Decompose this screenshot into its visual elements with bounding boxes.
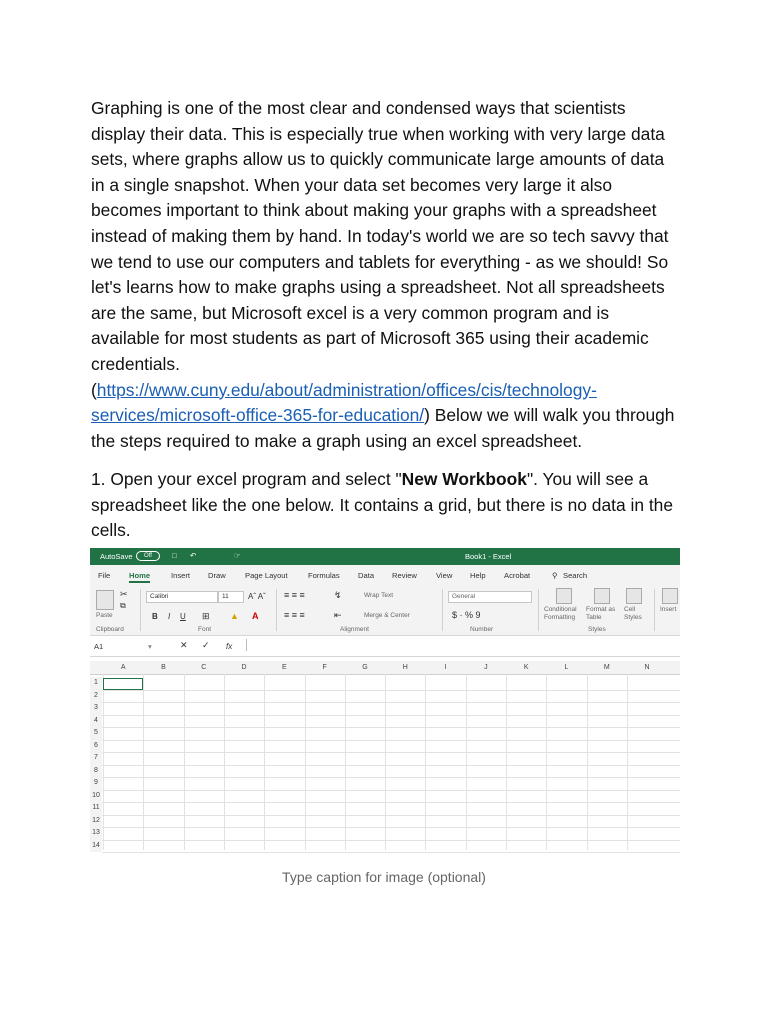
row-gridline — [102, 852, 680, 853]
group-number: Number — [470, 626, 494, 633]
insert-label[interactable]: Insert — [660, 606, 677, 613]
autosave-toggle[interactable]: Off — [136, 551, 160, 561]
group-clipboard: Clipboard — [96, 626, 124, 633]
row-header-5[interactable]: 5 — [90, 727, 102, 740]
column-header-m[interactable]: M — [603, 664, 610, 671]
row-header-1[interactable]: 1 — [90, 677, 102, 690]
row-gridline — [102, 727, 680, 728]
row-header-3[interactable]: 3 — [90, 702, 102, 715]
font-name: Calibri — [150, 593, 169, 600]
underline-icon[interactable]: U — [180, 612, 186, 621]
column-headers — [90, 661, 680, 675]
column-header-a[interactable]: A — [120, 664, 126, 671]
row-header-10[interactable]: 10 — [90, 790, 102, 803]
column-header-d[interactable]: D — [241, 664, 247, 671]
row-header-2[interactable]: 2 — [90, 690, 102, 703]
border-icon[interactable]: ⊞ — [202, 611, 210, 621]
ribbon-separator — [442, 589, 443, 631]
cell-styles-icon[interactable] — [626, 588, 642, 604]
align-left-icon[interactable]: ≡ ≡ ≡ — [284, 610, 305, 620]
column-gridline — [103, 674, 104, 850]
number-format-box[interactable] — [448, 591, 532, 603]
row-gridline — [102, 815, 680, 816]
group-alignment: Alignment — [340, 626, 369, 633]
row-gridline — [102, 802, 680, 803]
name-box[interactable]: A1 — [94, 642, 104, 651]
paste-icon[interactable] — [96, 590, 114, 610]
conditional-formatting-icon[interactable] — [556, 588, 572, 604]
intro-text: Graphing is one of the most clear and condensed ways that scientists display their data. This is especially true when working with very large data sets, where graphs allow us to quickly communicate large amounts of data in a single snapshot. When your data set becomes very large it also becomes important to think about making your graphs with a spreadsheet instead of making them by hand. In today's world we are so tech savvy that we tend to use our computers and tablets for everything - as we should! So let's learns how to make graphs using a spreadsheet. Not all spreadsheets are the same, but Microsoft excel is a very common program and is available for most students as part of Microsoft 365 using their academic credentials. ( — [91, 98, 669, 400]
group-font: Font — [198, 626, 212, 633]
step1-prefix: 1. Open your excel program and select " — [91, 469, 402, 489]
step1-suffix: ". You will see a spreadsheet like the one below. It contains a grid, but there is no data in the cells. — [91, 469, 674, 541]
search-label[interactable]: Search — [563, 571, 588, 580]
indent-icon[interactable]: ⇤ — [334, 610, 342, 620]
column-header-j[interactable]: J — [484, 664, 488, 671]
merge-center-label[interactable]: Merge & Center — [364, 612, 410, 619]
formula-bar — [90, 636, 680, 657]
row-gridline — [102, 777, 680, 778]
ribbon-separator — [538, 589, 539, 631]
menu-help[interactable]: Help — [470, 571, 486, 580]
menu-formulas[interactable]: Formulas — [308, 571, 340, 580]
ribbon — [90, 585, 680, 636]
row-gridline — [102, 790, 680, 791]
search-icon[interactable]: ⚲ — [552, 571, 558, 580]
column-gridline — [466, 674, 467, 850]
enter-icon[interactable]: ✓ — [202, 640, 210, 650]
row-gridline — [102, 840, 680, 841]
fill-color-icon[interactable]: ▲ — [230, 611, 239, 621]
row-gridline — [102, 715, 680, 716]
align-top-icon[interactable]: ≡ ≡ ≡ — [284, 590, 305, 600]
save-icon[interactable]: □ — [172, 551, 177, 560]
step1-bold: New Workbook — [401, 469, 527, 489]
column-header-c[interactable]: C — [201, 664, 207, 671]
step1-paragraph — [91, 467, 681, 544]
font-name-box[interactable] — [146, 591, 218, 603]
excel-titlebar — [90, 548, 680, 565]
column-gridline — [627, 674, 628, 850]
menu-page-layout[interactable]: Page Layout — [245, 571, 288, 580]
font-size-box[interactable] — [218, 591, 244, 603]
column-gridline — [425, 674, 426, 850]
menu-data[interactable]: Data — [358, 571, 375, 580]
row-gridline — [102, 752, 680, 753]
autosave-label: AutoSave — [100, 552, 133, 561]
bold-icon[interactable]: B — [152, 612, 158, 621]
paste-label[interactable]: Paste — [96, 612, 113, 619]
conditional-formatting-label[interactable]: Conditional Formatting — [544, 606, 577, 621]
column-gridline — [506, 674, 507, 850]
italic-icon[interactable]: I — [168, 612, 171, 621]
intro-text-after: ) Below we will walk you through the steps required to make a graph using an excel spreadsheet. — [91, 405, 675, 451]
menu-acrobat[interactable]: Acrobat — [504, 571, 531, 580]
window-title: Book1 - Excel — [465, 552, 512, 561]
row-gridline — [102, 765, 680, 766]
column-gridline — [587, 674, 588, 850]
function-icon[interactable]: fx — [226, 642, 233, 651]
column-header-f[interactable]: F — [322, 664, 327, 671]
row-header-4[interactable]: 4 — [90, 715, 102, 728]
worksheet-grid[interactable] — [90, 657, 680, 866]
cut-icon[interactable]: ✂ — [120, 589, 128, 599]
column-header-h[interactable]: H — [402, 664, 408, 671]
menu-view[interactable]: View — [436, 571, 453, 580]
row-gridline — [102, 702, 680, 703]
row-header-8[interactable]: 8 — [90, 765, 102, 778]
copy-icon[interactable]: ⧉ — [120, 601, 126, 610]
ribbon-separator — [140, 589, 141, 631]
row-header-9[interactable]: 9 — [90, 777, 102, 790]
column-header-b[interactable]: B — [161, 664, 166, 671]
column-gridline — [143, 674, 144, 850]
menu-review[interactable]: Review — [392, 571, 417, 580]
formula-input[interactable] — [246, 639, 677, 651]
column-gridline — [184, 674, 185, 850]
cancel-icon[interactable]: ✕ — [180, 640, 188, 650]
column-gridline — [345, 674, 346, 850]
column-gridline — [385, 674, 386, 850]
touch-icon[interactable]: ☞ — [234, 551, 241, 560]
column-header-e[interactable]: E — [282, 664, 287, 671]
excel-screenshot — [90, 548, 680, 866]
insert-cells-icon[interactable] — [662, 588, 678, 604]
column-gridline — [224, 674, 225, 850]
format-as-table-label[interactable]: Format as Table — [586, 606, 616, 621]
row-gridline — [102, 690, 680, 691]
menu-insert[interactable]: Insert — [171, 571, 190, 580]
font-size: 11 — [222, 593, 229, 600]
name-box-dropdown-icon[interactable]: ▾ — [148, 642, 152, 651]
image-caption[interactable]: Type caption for image (optional) — [282, 869, 486, 885]
column-header-k[interactable]: K — [523, 664, 529, 671]
row-gridline — [102, 827, 680, 828]
row-header-14[interactable]: 14 — [90, 840, 102, 853]
row-header-13[interactable]: 13 — [90, 827, 102, 840]
column-header-n[interactable]: N — [644, 664, 650, 671]
menu-draw[interactable]: Draw — [208, 571, 226, 580]
cell-styles-label[interactable]: Cell Styles — [624, 606, 642, 621]
selected-cell-a1[interactable] — [103, 678, 143, 690]
currency-icon[interactable]: $ · % 9 — [452, 610, 481, 620]
row-header-7[interactable]: 7 — [90, 752, 102, 765]
wrap-text-label[interactable]: Wrap Text — [364, 592, 394, 599]
font-color-icon[interactable]: A — [252, 611, 259, 621]
ribbon-separator — [654, 589, 655, 631]
row-header-11[interactable]: 11 — [90, 802, 102, 815]
menu-file[interactable]: File — [98, 571, 111, 580]
row-header-12[interactable]: 12 — [90, 815, 102, 828]
ribbon-separator — [276, 589, 277, 631]
row-header-6[interactable]: 6 — [90, 740, 102, 753]
menu-home[interactable]: Home — [129, 571, 150, 583]
column-header-g[interactable]: G — [362, 664, 368, 671]
format-as-table-icon[interactable] — [594, 588, 610, 604]
cuny-link[interactable]: https://www.cuny.edu/about/administration/offices/cis/technology-services/microsoft-office-365-for-education/ — [91, 379, 597, 426]
menu-bar — [90, 565, 680, 585]
column-header-l[interactable]: L — [564, 664, 569, 671]
row-gridline — [102, 740, 680, 741]
font-grow-icon[interactable]: Aˆ Aˇ — [248, 592, 266, 601]
column-gridline — [305, 674, 306, 850]
intro-paragraph — [91, 96, 681, 454]
column-header-i[interactable]: I — [444, 664, 447, 671]
undo-icon[interactable]: ↶ — [190, 551, 197, 560]
orientation-icon[interactable]: ↯ — [334, 590, 342, 600]
number-format: General — [452, 593, 476, 600]
column-gridline — [546, 674, 547, 850]
column-gridline — [264, 674, 265, 850]
group-styles: Styles — [588, 626, 606, 633]
